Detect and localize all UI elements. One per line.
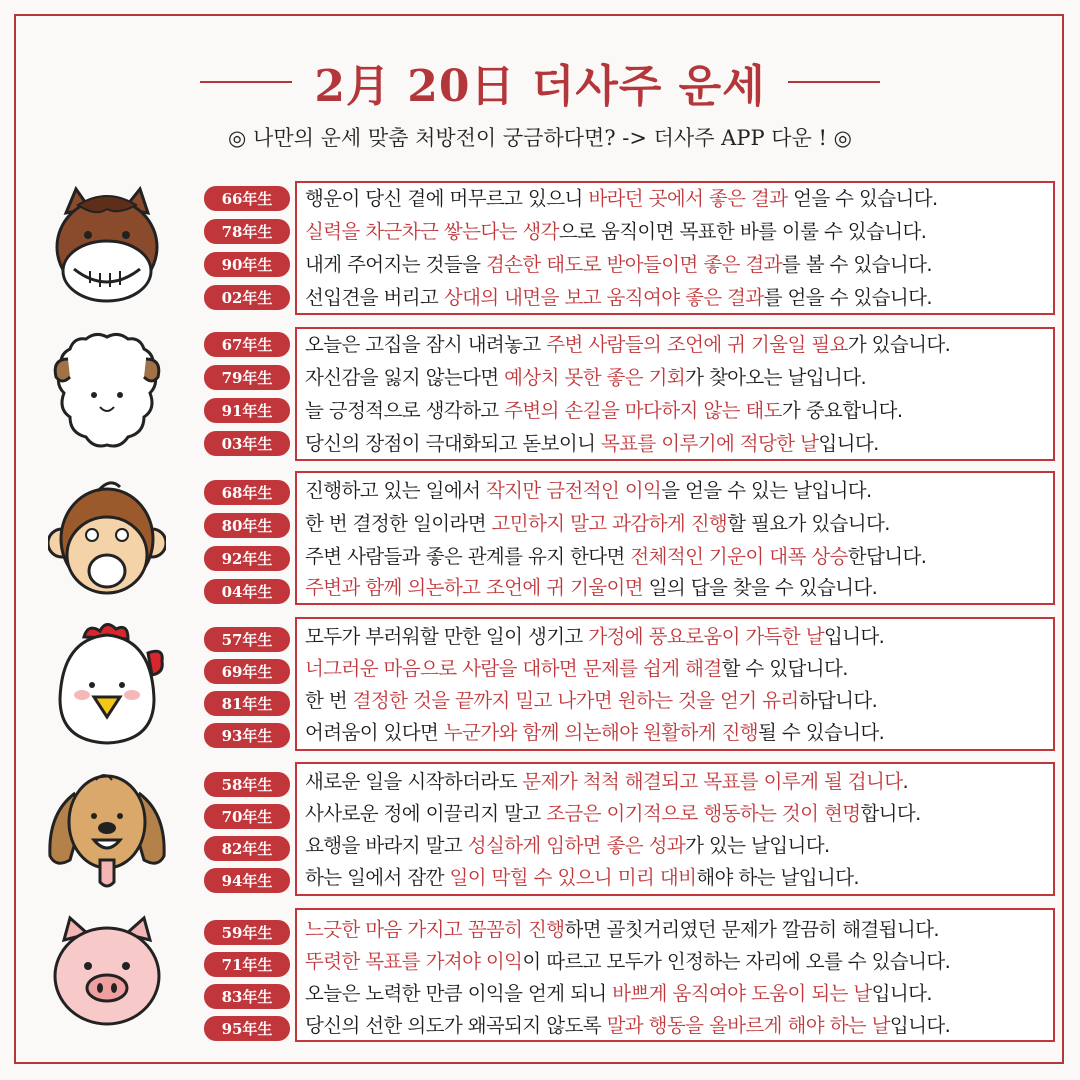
fortune-group-dog — [40, 764, 1060, 900]
fortune-line: 행운이 당신 곁에 머무르고 있으니 바라던 곳에서 좋은 결과 얻을 수 있습니다. — [305, 187, 938, 210]
fortune-line: 주변과 함께 의논하고 조언에 귀 기울이면 일의 답을 찾을 수 있습니다. — [305, 576, 878, 599]
fortune-line: 오늘은 노력한 만큼 이익을 얻게 되니 바쁘게 움직여야 도움이 되는 날입니다. — [305, 982, 932, 1005]
fortune-line: 선입견을 버리고 상대의 내면을 보고 움직여야 좋은 결과를 얻을 수 있습니다. — [305, 286, 932, 309]
fortune-line: 어려움이 있다면 누군가와 함께 의논해야 원활하게 진행될 수 있습니다. — [305, 721, 885, 744]
year-badge: 57年生 — [204, 627, 290, 652]
year-badge: 03年生 — [204, 431, 290, 456]
fortune-line: 모두가 부러워할 만한 일이 생기고 가정에 풍요로움이 가득한 날입니다. — [305, 625, 885, 648]
page-title: 2月 20日 더사주 운세 — [314, 61, 766, 112]
year-badge: 95年生 — [204, 1016, 290, 1041]
fortune-text-box — [295, 617, 1055, 751]
fortune-line: 오늘은 고집을 잠시 내려놓고 주변 사람들의 조언에 귀 기울일 필요가 있습니다. — [305, 333, 951, 356]
fortune-text-box — [295, 762, 1055, 896]
year-badge: 58年生 — [204, 772, 290, 797]
year-badge: 67年生 — [204, 332, 290, 357]
fortune-line: 너그러운 마음으로 사람을 대하면 문제를 쉽게 해결할 수 있답니다. — [305, 657, 848, 680]
year-badge: 80年生 — [204, 513, 290, 538]
pig-icon — [48, 910, 166, 1040]
year-badge: 90年生 — [204, 252, 290, 277]
fortune-group-horse — [40, 183, 1060, 319]
fortune-line: 요행을 바라지 말고 성실하게 임하면 좋은 성과가 있는 날입니다. — [305, 834, 830, 857]
year-badge: 02年生 — [204, 285, 290, 310]
fortune-line: 새로운 일을 시작하더라도 문제가 척척 해결되고 목표를 이루게 될 겁니다. — [305, 770, 909, 793]
fortune-group-rooster — [40, 619, 1060, 755]
rooster-icon — [48, 619, 166, 749]
fortune-line: 사사로운 정에 이끌리지 말고 조금은 이기적으로 행동하는 것이 현명합니다. — [305, 802, 921, 825]
app-download-banner[interactable]: ◎ 나만의 운세 맞춤 처방전이 궁금하다면? -> 더사주 APP 다운 ! ◎ — [228, 126, 852, 150]
sheep-icon — [48, 329, 166, 459]
dog-icon — [48, 764, 166, 894]
fortune-line: 당신의 선한 의도가 왜곡되지 않도록 말과 행동을 올바르게 해야 하는 날입니다. — [305, 1014, 951, 1037]
fortune-line: 한 번 결정한 것을 끝까지 밀고 나가면 원하는 것을 얻기 유리하답니다. — [305, 689, 878, 712]
fortune-line: 한 번 결정한 일이라면 고민하지 말고 과감하게 진행할 필요가 있습니다. — [305, 512, 890, 535]
fortune-line: 실력을 차근차근 쌓는다는 생각으로 움직이면 목표한 바를 이룰 수 있습니다. — [305, 220, 927, 243]
title-rule-left — [200, 81, 292, 83]
year-badge: 71年生 — [204, 952, 290, 977]
horse-icon — [48, 183, 166, 313]
year-badge: 66年生 — [204, 186, 290, 211]
year-badge: 82年生 — [204, 836, 290, 861]
fortune-line: 하는 일에서 잠깐 일이 막힐 수 있으니 미리 대비해야 하는 날입니다. — [305, 866, 860, 889]
fortune-group-sheep — [40, 329, 1060, 465]
year-badge: 83年生 — [204, 984, 290, 1009]
title-rule-right — [788, 81, 880, 83]
title-row — [0, 50, 1080, 114]
fortune-line: 내게 주어지는 것들을 겸손한 태도로 받아들이면 좋은 결과를 볼 수 있습니다. — [305, 253, 932, 276]
fortune-line: 뚜렷한 목표를 가져야 이익이 따르고 모두가 인정하는 자리에 오를 수 있습니다. — [305, 950, 951, 973]
fortune-line: 늘 긍정적으로 생각하고 주변의 손길을 마다하지 않는 태도가 중요합니다. — [305, 399, 903, 422]
fortune-line: 진행하고 있는 일에서 작지만 금전적인 이익을 얻을 수 있는 날입니다. — [305, 479, 872, 502]
fortune-line: 당신의 장점이 극대화되고 돋보이니 목표를 이루기에 적당한 날입니다. — [305, 432, 879, 455]
year-badge: 04年生 — [204, 579, 290, 604]
year-badge: 68年生 — [204, 480, 290, 505]
year-badge: 69年生 — [204, 659, 290, 684]
fortune-text-box — [295, 908, 1055, 1042]
fortune-line: 느긋한 마음 가지고 꼼꼼히 진행하면 골칫거리였던 문제가 깔끔히 해결됩니다. — [305, 918, 939, 941]
fortune-text-box — [295, 471, 1055, 605]
fortune-text-box — [295, 327, 1055, 461]
year-badge: 92年生 — [204, 546, 290, 571]
fortune-group-pig — [40, 910, 1060, 1046]
year-badge: 94年生 — [204, 868, 290, 893]
monkey-icon — [48, 473, 166, 603]
year-badge: 70年生 — [204, 804, 290, 829]
year-badge: 78年生 — [204, 219, 290, 244]
fortune-text-box — [295, 181, 1055, 315]
year-badge: 79年生 — [204, 365, 290, 390]
year-badge: 91年生 — [204, 398, 290, 423]
year-badge: 81年生 — [204, 691, 290, 716]
fortune-line: 주변 사람들과 좋은 관계를 유지 한다면 전체적인 기운이 대폭 상승한답니다. — [305, 545, 927, 568]
year-badge: 93年生 — [204, 723, 290, 748]
fortune-group-monkey — [40, 473, 1060, 609]
year-badge: 59年生 — [204, 920, 290, 945]
fortune-line: 자신감을 잃지 않는다면 예상치 못한 좋은 기회가 찾아오는 날입니다. — [305, 366, 867, 389]
